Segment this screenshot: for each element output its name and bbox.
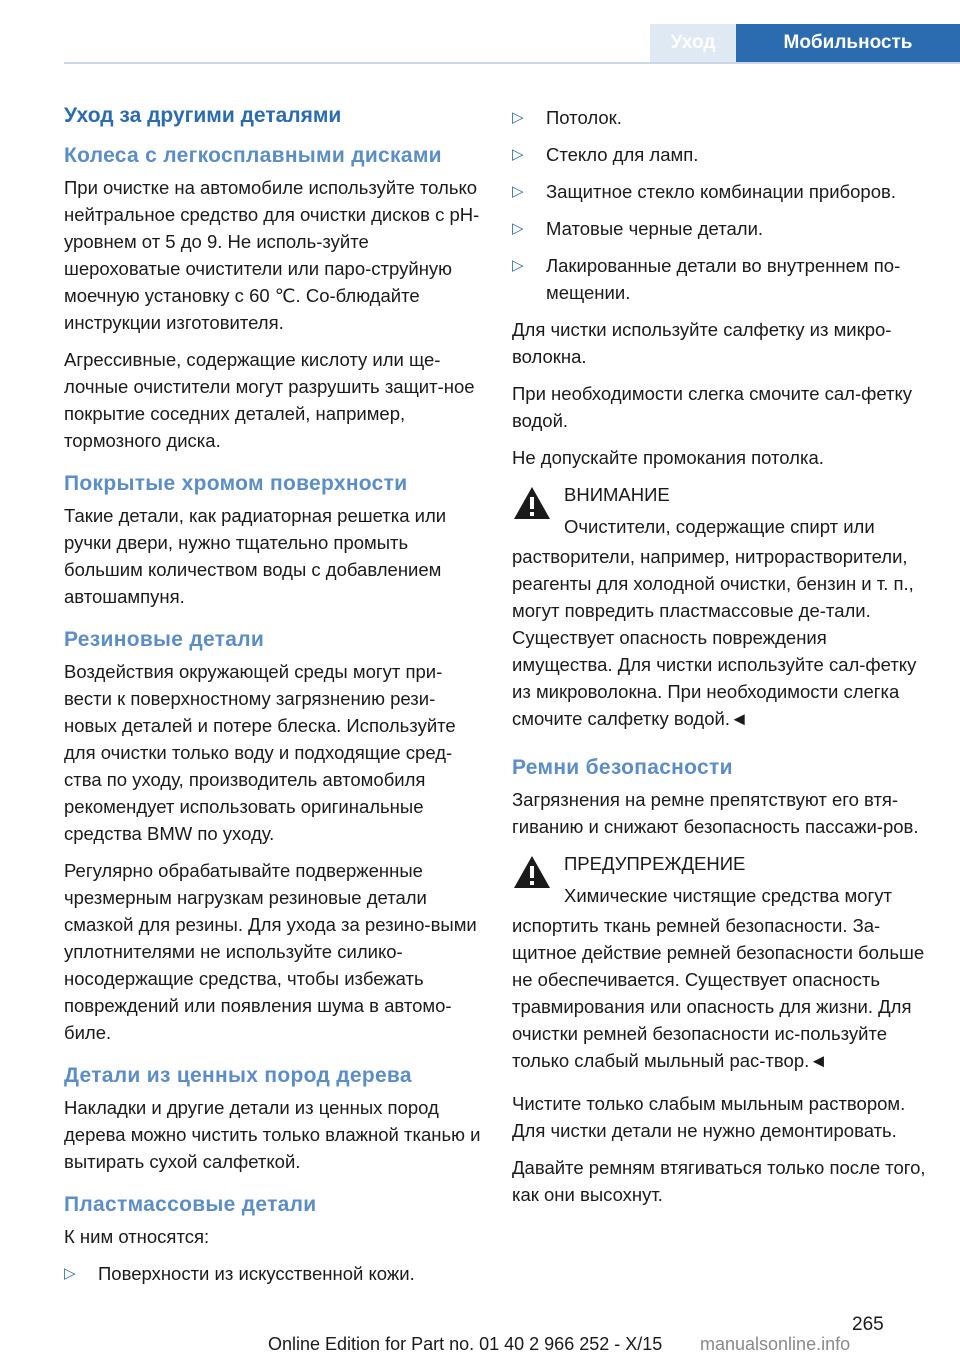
warning-first-line: Очистители, содержащие спирт или: [564, 516, 875, 537]
paragraph: Регулярно обрабатывайте подверженные чрезмерным нагрузкам резиновые детали смазкой для резины. Для ухода за резино-выми уплотнителями не используйте силико-носодержащие средства, чтобы избежать повреждений или появления шума в автомо-биле.: [64, 860, 477, 1043]
warning-triangle-icon: [512, 485, 552, 521]
bullet-list: [64, 1260, 482, 1287]
section-title: Уход за другими деталями: [64, 104, 342, 127]
heading-rubber: Резиновые детали: [64, 628, 265, 651]
warning-block: [512, 850, 930, 1074]
paragraph: Накладки и другие детали из ценных пород дерева можно чистить только влажной тканью и вытирать сухой салфеткой.: [64, 1097, 481, 1172]
bullet-list: [512, 104, 930, 306]
heading-belts: Ремни безопасности: [512, 756, 733, 779]
paragraph: Чистите только слабым мыльным раствором. Для чистки детали не нужно демонтировать.: [512, 1093, 906, 1141]
paragraph: Такие детали, как радиаторная решетка или ручки двери, нужно тщательно промыть большим количеством воды с добавлением автошампуня.: [64, 505, 447, 607]
triangle-right-icon: ▷: [512, 257, 524, 274]
warning-body: растворители, например, нитрорастворители, реагенты для холодной очистки, бензин и т. п., могут повредить пластмассовые де-тали. Существует опасность повреждения имущества. Для чистки используйте сал-фетку из микроволокна. При необходимости слегка смочите салфетку водой.◄: [512, 546, 917, 729]
footer-watermark: manualsonline.info: [700, 1334, 851, 1354]
heading-chrome: Покрытые хромом поверхности: [64, 472, 408, 495]
footer-edition: Online Edition for Part no. 01 40 2 966 252 - X/15: [268, 1334, 663, 1354]
warning-title: ПРЕДУПРЕЖДЕНИЕ: [564, 853, 746, 874]
triangle-right-icon: ▷: [512, 183, 524, 200]
list-item: [512, 178, 930, 205]
triangle-right-icon: ▷: [512, 220, 524, 237]
triangle-right-icon: ▷: [64, 1265, 76, 1282]
header-tab-care: Уход: [650, 24, 736, 62]
paragraph: Агрессивные, содержащие кислоту или ще-лочные очистители могут разрушить защит-ное покрытие соседних деталей, например, тормозного диска.: [64, 349, 475, 451]
heading-plastic: Пластмассовые детали: [64, 1193, 317, 1216]
list-item: [512, 252, 930, 306]
warning-body: испортить ткань ремней безопасности. За-щитное действие ремней безопасности больше не обеспечивается. Существует опасность травмирования или опасность для жизни. Для очистки ремней безопасности ис-пользуйте только слабый мыльный рас-твор.◄: [512, 915, 925, 1071]
list-item-text: Защитное стекло комбинации приборов.: [546, 181, 896, 202]
list-item: [512, 104, 930, 131]
list-item-text: Потолок.: [546, 107, 622, 128]
paragraph: Давайте ремням втягиваться только после того, как они высохнут.: [512, 1157, 926, 1205]
list-item: [512, 215, 930, 242]
header-tab-mobility: Мобильность: [736, 24, 960, 62]
list-item: [64, 1260, 482, 1287]
paragraph: При необходимости слегка смочите сал-фетку водой.: [512, 383, 913, 431]
left-column: [64, 100, 482, 1297]
warning-first-line: Химические чистящие средства могут: [564, 885, 892, 906]
paragraph: Для чистки используйте салфетку из микро-волокна.: [512, 319, 892, 367]
paragraph: Загрязнения на ремне препятствуют его втя-гиванию и снижают безопасность пассажи-ров.: [512, 789, 919, 837]
paragraph: Воздействия окружающей среды могут при-вести к поверхностному загрязнению рези-новых деталей и потере блеска. Используйте для очистки только воду и подходящие сред-ства по уходу, производитель автомобиля рекомендует использовать оригинальные средства BMW по уходу.: [64, 661, 456, 844]
list-item-text: Поверхности из искусственной кожи.: [98, 1263, 415, 1284]
right-column: [512, 104, 930, 1218]
header-rule: [64, 62, 960, 64]
triangle-right-icon: ▷: [512, 109, 524, 126]
list-item-text: Лакированные детали во внутреннем по-мещении.: [546, 255, 901, 303]
warning-triangle-icon: [512, 854, 552, 890]
paragraph: К ним относятся:: [64, 1226, 210, 1247]
heading-wheels: Колеса с легкосплавными дисками: [64, 144, 442, 167]
list-item: [512, 141, 930, 168]
paragraph: При очистке на автомобиле используйте только нейтральное средство для очистки дисков с pH-уровнем от 5 до 9. Не исполь-зуйте шероховатые очистители или паро-струйную моечную установку с 60 ℃. Со-блюдайте инструкции изготовителя.: [64, 177, 480, 333]
page-number: 265: [852, 1314, 884, 1335]
warning-block: [512, 481, 930, 732]
triangle-right-icon: ▷: [512, 146, 524, 163]
list-item-text: Матовые черные детали.: [546, 218, 764, 239]
heading-wood: Детали из ценных пород дерева: [64, 1064, 412, 1087]
list-item-text: Стекло для ламп.: [546, 144, 699, 165]
paragraph: Не допускайте промокания потолка.: [512, 447, 824, 468]
warning-title: ВНИМАНИЕ: [564, 484, 670, 505]
